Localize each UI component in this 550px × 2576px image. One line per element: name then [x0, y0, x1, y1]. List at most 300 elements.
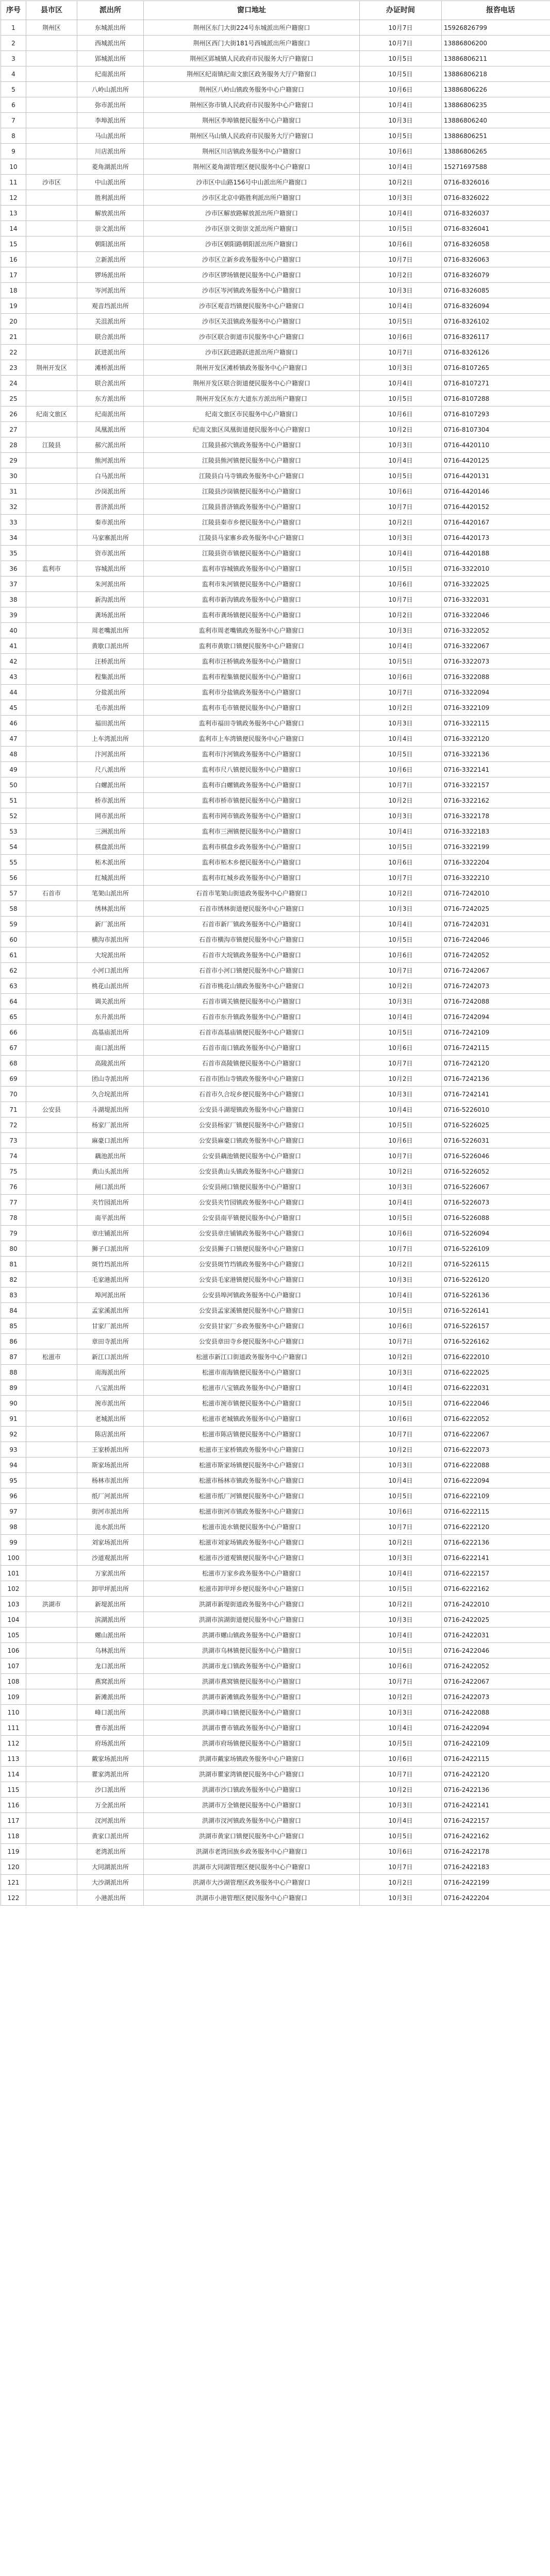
cell-station: 孟家溪派出所	[77, 1303, 144, 1318]
cell-station: 观音垱派出所	[77, 298, 144, 314]
cell-county	[26, 82, 77, 97]
cell-station: 大同湖派出所	[77, 1859, 144, 1875]
cell-index: 99	[1, 1535, 26, 1550]
cell-address: 石首市久合垸乡便民服务中心户籍窗口	[144, 1087, 360, 1102]
cell-time: 10月5日	[360, 1581, 442, 1597]
cell-time: 10月5日	[360, 839, 442, 855]
cell-time: 10月7日	[360, 20, 442, 36]
cell-address: 松滋市八宝镇政务服务中心户籍窗口	[144, 1380, 360, 1396]
cell-phone: 0716-5226120	[442, 1272, 550, 1287]
cell-phone: 13886806265	[442, 144, 550, 159]
cell-address: 沙市区立新乡政务服务中心户籍窗口	[144, 252, 360, 267]
table-row	[1, 66, 550, 82]
cell-station: 刘家场派出所	[77, 1535, 144, 1550]
cell-phone: 0716-6222052	[442, 1411, 550, 1427]
cell-county	[26, 1133, 77, 1148]
cell-time: 10月6日	[360, 484, 442, 499]
cell-index: 19	[1, 298, 26, 314]
cell-station: 沙口派出所	[77, 1782, 144, 1798]
cell-county	[26, 1535, 77, 1550]
cell-county	[26, 221, 77, 236]
cell-address: 监利市上车湾镇便民服务中心户籍窗口	[144, 731, 360, 747]
cell-address: 沙市区岑河镇政务服务中心户籍窗口	[144, 283, 360, 298]
table-row	[1, 252, 550, 267]
cell-station: 马家寨派出所	[77, 530, 144, 546]
cell-time: 10月3日	[360, 1458, 442, 1473]
cell-time: 10月4日	[360, 1195, 442, 1210]
cell-station: 郝穴派出所	[77, 437, 144, 453]
cell-index: 82	[1, 1272, 26, 1287]
cell-station: 普济派出所	[77, 499, 144, 515]
cell-time: 10月2日	[360, 607, 442, 623]
cell-phone: 0716-6222031	[442, 1380, 550, 1396]
table-row	[1, 97, 550, 113]
cell-index: 57	[1, 886, 26, 901]
cell-address: 石首市桃花山镇政务服务中心户籍窗口	[144, 978, 360, 994]
cell-address: 监利市容城镇政务服务中心户籍窗口	[144, 561, 360, 577]
cell-county	[26, 1272, 77, 1287]
cell-station: 老城派出所	[77, 1411, 144, 1427]
table-body	[1, 20, 550, 1906]
cell-address: 洪湖市大沙湖管理区政务服务中心户籍窗口	[144, 1875, 360, 1890]
cell-index: 63	[1, 978, 26, 994]
cell-county	[26, 1025, 77, 1040]
cell-address: 公安县斑竹垱镇政务服务中心户籍窗口	[144, 1257, 360, 1272]
cell-time: 10月5日	[360, 314, 442, 329]
cell-address: 松滋市杨林市镇政务服务中心户籍窗口	[144, 1473, 360, 1488]
cell-station: 尺八派出所	[77, 762, 144, 777]
cell-county	[26, 1210, 77, 1226]
cell-phone: 0716-2422052	[442, 1658, 550, 1674]
cell-phone: 0716-3322141	[442, 762, 550, 777]
cell-index: 34	[1, 530, 26, 546]
cell-phone: 13886806235	[442, 97, 550, 113]
cell-address: 洪湖市大同湖管理区便民服务中心户籍窗口	[144, 1859, 360, 1875]
cell-station: 福田派出所	[77, 716, 144, 731]
cell-address: 公安县孟家溪镇便民服务中心户籍窗口	[144, 1303, 360, 1318]
cell-phone: 0716-2422162	[442, 1828, 550, 1844]
cell-time: 10月3日	[360, 437, 442, 453]
cell-address: 松滋市纸厂河镇便民服务中心户籍窗口	[144, 1488, 360, 1504]
cell-index: 80	[1, 1241, 26, 1257]
cell-county	[26, 51, 77, 66]
cell-address: 沙市区朝阳路朝阳派出所户籍窗口	[144, 236, 360, 252]
cell-index: 81	[1, 1257, 26, 1272]
header-county: 县市区	[26, 1, 77, 20]
cell-index: 18	[1, 283, 26, 298]
cell-index: 11	[1, 175, 26, 190]
cell-station: 岑河派出所	[77, 283, 144, 298]
cell-time: 10月7日	[360, 1767, 442, 1782]
cell-time: 10月4日	[360, 1720, 442, 1736]
cell-phone: 0716-6222010	[442, 1349, 550, 1365]
table-row	[1, 283, 550, 298]
cell-index: 106	[1, 1643, 26, 1658]
table-row	[1, 839, 550, 855]
cell-address: 荆州区西门大街181号西城派出所户籍窗口	[144, 36, 360, 51]
cell-station: 乌林派出所	[77, 1643, 144, 1658]
cell-phone: 0716-8326041	[442, 221, 550, 236]
cell-time: 10月5日	[360, 221, 442, 236]
cell-station: 程集派出所	[77, 669, 144, 685]
cell-phone: 0716-2422046	[442, 1643, 550, 1658]
cell-time: 10月4日	[360, 917, 442, 932]
cell-time: 10月2日	[360, 1442, 442, 1458]
cell-time: 10月4日	[360, 731, 442, 747]
cell-address: 公安县斗湖堤镇政务服务中心户籍窗口	[144, 1102, 360, 1117]
cell-phone: 0716-3322067	[442, 638, 550, 654]
cell-address: 松滋市沙道观镇便民服务中心户籍窗口	[144, 1550, 360, 1566]
cell-time: 10月6日	[360, 1318, 442, 1334]
cell-time: 10月5日	[360, 1303, 442, 1318]
cell-address: 洪湖市府场镇便民服务中心户籍窗口	[144, 1736, 360, 1751]
cell-index: 94	[1, 1458, 26, 1473]
cell-county: 公安县	[26, 1102, 77, 1117]
cell-index: 53	[1, 824, 26, 839]
cell-index: 66	[1, 1025, 26, 1040]
cell-county	[26, 762, 77, 777]
cell-phone: 0716-2422204	[442, 1890, 550, 1906]
cell-index: 69	[1, 1071, 26, 1087]
table-row	[1, 917, 550, 932]
cell-station: 万全派出所	[77, 1798, 144, 1813]
cell-station: 埠河派出所	[77, 1287, 144, 1303]
cell-time: 10月6日	[360, 669, 442, 685]
cell-county: 荆州开发区	[26, 360, 77, 376]
cell-time: 10月3日	[360, 360, 442, 376]
cell-station: 容城派出所	[77, 561, 144, 577]
cell-address: 洪湖市新堤街道政务服务中心户籍窗口	[144, 1597, 360, 1612]
cell-county: 石首市	[26, 886, 77, 901]
cell-time: 10月7日	[360, 777, 442, 793]
table-row	[1, 406, 550, 422]
cell-station: 跃进派出所	[77, 345, 144, 360]
cell-address: 松滋市斯家场镇便民服务中心户籍窗口	[144, 1458, 360, 1473]
cell-county	[26, 1195, 77, 1210]
table-row	[1, 360, 550, 376]
table-row	[1, 453, 550, 468]
cell-station: 燕窝派出所	[77, 1674, 144, 1689]
cell-address: 公安县藕池镇便民服务中心户籍窗口	[144, 1148, 360, 1164]
cell-address: 石首市南口镇政务服务中心户籍窗口	[144, 1040, 360, 1056]
cell-time: 10月4日	[360, 206, 442, 221]
cell-phone: 0716-2422067	[442, 1674, 550, 1689]
cell-time: 10月5日	[360, 1117, 442, 1133]
cell-time: 10月7日	[360, 252, 442, 267]
cell-address: 公安县毛家港镇便民服务中心户籍窗口	[144, 1272, 360, 1287]
table-row	[1, 206, 550, 221]
cell-index: 65	[1, 1009, 26, 1025]
cell-county	[26, 1226, 77, 1241]
cell-phone: 0716-2422183	[442, 1859, 550, 1875]
cell-index: 42	[1, 654, 26, 669]
table-row	[1, 1133, 550, 1148]
cell-index: 64	[1, 994, 26, 1009]
header-time: 办证时间	[360, 1, 442, 20]
cell-station: 立新派出所	[77, 252, 144, 267]
cell-index: 107	[1, 1658, 26, 1674]
table-row	[1, 376, 550, 391]
cell-time: 10月3日	[360, 1798, 442, 1813]
table-row	[1, 607, 550, 623]
cell-phone: 0716-7242046	[442, 932, 550, 947]
cell-index: 61	[1, 947, 26, 963]
cell-time: 10月7日	[360, 1148, 442, 1164]
cell-phone: 0716-6222094	[442, 1473, 550, 1488]
cell-county	[26, 669, 77, 685]
cell-index: 77	[1, 1195, 26, 1210]
cell-county	[26, 1396, 77, 1411]
cell-phone: 0716-7242141	[442, 1087, 550, 1102]
cell-station: 三洲派出所	[77, 824, 144, 839]
cell-index: 116	[1, 1798, 26, 1813]
cell-index: 38	[1, 592, 26, 607]
table-row	[1, 1040, 550, 1056]
cell-phone: 0716-4420131	[442, 468, 550, 484]
table-row	[1, 1581, 550, 1597]
cell-time: 10月4日	[360, 97, 442, 113]
cell-index: 97	[1, 1504, 26, 1519]
cell-time: 10月5日	[360, 1025, 442, 1040]
cell-address: 洪湖市小港管理区便民服务中心户籍窗口	[144, 1890, 360, 1906]
cell-time: 10月3日	[360, 994, 442, 1009]
cell-phone: 0716-2422109	[442, 1736, 550, 1751]
cell-time: 10月2日	[360, 175, 442, 190]
cell-address: 沙市区锣场镇便民服务中心户籍窗口	[144, 267, 360, 283]
cell-index: 31	[1, 484, 26, 499]
cell-index: 87	[1, 1349, 26, 1365]
table-header-row	[1, 1, 550, 20]
cell-phone: 0716-3322120	[442, 731, 550, 747]
cell-time: 10月5日	[360, 1828, 442, 1844]
cell-address: 荆州区李埠镇便民服务中心户籍窗口	[144, 113, 360, 128]
cell-station: 朝阳派出所	[77, 236, 144, 252]
cell-address: 松滋市老城镇政务服务中心户籍窗口	[144, 1411, 360, 1427]
cell-phone: 0716-5226109	[442, 1241, 550, 1257]
table-row	[1, 422, 550, 437]
cell-county	[26, 1875, 77, 1890]
cell-phone: 0716-3322199	[442, 839, 550, 855]
cell-index: 22	[1, 345, 26, 360]
cell-phone: 0716-8107304	[442, 422, 550, 437]
cell-county	[26, 453, 77, 468]
cell-county	[26, 1658, 77, 1674]
cell-station: 朱河派出所	[77, 577, 144, 592]
cell-index: 44	[1, 685, 26, 700]
table-row	[1, 1689, 550, 1705]
cell-county	[26, 1736, 77, 1751]
cell-time: 10月7日	[360, 1519, 442, 1535]
cell-county: 监利市	[26, 561, 77, 577]
cell-address: 荆州开发区滩桥镇政务服务中心户籍窗口	[144, 360, 360, 376]
cell-phone: 0716-8107288	[442, 391, 550, 406]
cell-station: 新滩派出所	[77, 1689, 144, 1705]
cell-county	[26, 267, 77, 283]
cell-address: 纪南文旅区凤凰街道便民服务中心户籍窗口	[144, 422, 360, 437]
cell-address: 纪南文旅区市民服务中心户籍窗口	[144, 406, 360, 422]
table-row	[1, 128, 550, 144]
cell-station: 卸甲坪派出所	[77, 1581, 144, 1597]
table-row	[1, 963, 550, 978]
cell-time: 10月4日	[360, 1566, 442, 1581]
cell-phone: 0716-5226162	[442, 1334, 550, 1349]
cell-county	[26, 901, 77, 917]
cell-index: 103	[1, 1597, 26, 1612]
cell-county	[26, 1117, 77, 1133]
table-row	[1, 1226, 550, 1241]
cell-time: 10月2日	[360, 793, 442, 808]
cell-index: 48	[1, 747, 26, 762]
cell-phone: 0716-4420110	[442, 437, 550, 453]
cell-phone: 13886806226	[442, 82, 550, 97]
cell-address: 公安县章田寺乡便民服务中心户籍窗口	[144, 1334, 360, 1349]
table-row	[1, 1535, 550, 1550]
cell-county	[26, 747, 77, 762]
cell-time: 10月3日	[360, 190, 442, 206]
table-row	[1, 546, 550, 561]
cell-time: 10月7日	[360, 1674, 442, 1689]
cell-index: 96	[1, 1488, 26, 1504]
cell-county	[26, 484, 77, 499]
cell-station: 调关派出所	[77, 994, 144, 1009]
table-row	[1, 1705, 550, 1720]
table-row	[1, 669, 550, 685]
table-row	[1, 1148, 550, 1164]
table-row	[1, 1396, 550, 1411]
cell-station: 红城派出所	[77, 870, 144, 886]
cell-index: 70	[1, 1087, 26, 1102]
cell-time: 10月3日	[360, 623, 442, 638]
table-row	[1, 1782, 550, 1798]
cell-phone: 0716-6222067	[442, 1427, 550, 1442]
cell-county	[26, 808, 77, 824]
table-row	[1, 1519, 550, 1535]
cell-time: 10月6日	[360, 1133, 442, 1148]
cell-county	[26, 1303, 77, 1318]
cell-phone: 0716-6222088	[442, 1458, 550, 1473]
cell-index: 95	[1, 1473, 26, 1488]
cell-address: 石首市横沟市镇便民服务中心户籍窗口	[144, 932, 360, 947]
cell-phone: 0716-2422088	[442, 1705, 550, 1720]
cell-address: 洪湖市螺山镇政务服务中心户籍窗口	[144, 1628, 360, 1643]
cell-phone: 0716-3322204	[442, 855, 550, 870]
cell-time: 10月2日	[360, 1782, 442, 1798]
cell-station: 高基庙派出所	[77, 1025, 144, 1040]
cell-time: 10月5日	[360, 1210, 442, 1226]
cell-station: 白螺派出所	[77, 777, 144, 793]
cell-station: 中山派出所	[77, 175, 144, 190]
cell-address: 石首市小河口镇便民服务中心户籍窗口	[144, 963, 360, 978]
cell-county	[26, 1705, 77, 1720]
cell-station: 联合派出所	[77, 376, 144, 391]
cell-address: 洪湖市滨湖街道便民服务中心户籍窗口	[144, 1612, 360, 1628]
cell-county	[26, 793, 77, 808]
cell-county	[26, 607, 77, 623]
cell-phone: 13886806218	[442, 66, 550, 82]
cell-address: 江陵县资市镇便民服务中心户籍窗口	[144, 546, 360, 561]
cell-county	[26, 1179, 77, 1195]
table-row	[1, 654, 550, 669]
cell-time: 10月3日	[360, 1365, 442, 1380]
cell-phone: 0716-3322178	[442, 808, 550, 824]
cell-phone: 0716-3322210	[442, 870, 550, 886]
cell-phone: 0716-4420173	[442, 530, 550, 546]
cell-county	[26, 1890, 77, 1906]
cell-station: 东方派出所	[77, 391, 144, 406]
cell-address: 监利市网市镇政务服务中心户籍窗口	[144, 808, 360, 824]
table-row	[1, 437, 550, 453]
cell-time: 10月6日	[360, 577, 442, 592]
cell-phone: 0716-2422136	[442, 1782, 550, 1798]
cell-county	[26, 654, 77, 669]
cell-phone: 0716-7242052	[442, 947, 550, 963]
cell-time: 10月4日	[360, 1813, 442, 1828]
cell-index: 47	[1, 731, 26, 747]
cell-index: 58	[1, 901, 26, 917]
cell-time: 10月3日	[360, 1612, 442, 1628]
cell-station: 闸口派出所	[77, 1179, 144, 1195]
table-row	[1, 1504, 550, 1519]
cell-index: 108	[1, 1674, 26, 1689]
cell-station: 小河口派出所	[77, 963, 144, 978]
cell-address: 石首市绣林街道便民服务中心户籍窗口	[144, 901, 360, 917]
cell-index: 40	[1, 623, 26, 638]
table-row	[1, 113, 550, 128]
cell-station: 秦市派出所	[77, 515, 144, 530]
cell-time: 10月5日	[360, 391, 442, 406]
cell-address: 监利市新沟镇政务服务中心户籍窗口	[144, 592, 360, 607]
table-row	[1, 515, 550, 530]
cell-index: 114	[1, 1767, 26, 1782]
cell-time: 10月4日	[360, 1009, 442, 1025]
table-row	[1, 1628, 550, 1643]
cell-time: 10月6日	[360, 855, 442, 870]
cell-phone: 0716-8326058	[442, 236, 550, 252]
cell-address: 洪湖市乌林镇便民服务中心户籍窗口	[144, 1643, 360, 1658]
cell-phone: 13886806240	[442, 113, 550, 128]
cell-index: 26	[1, 406, 26, 422]
table-row	[1, 623, 550, 638]
cell-time: 10月6日	[360, 1040, 442, 1056]
cell-index: 56	[1, 870, 26, 886]
cell-phone: 0716-2422141	[442, 1798, 550, 1813]
cell-county	[26, 623, 77, 638]
cell-index: 37	[1, 577, 26, 592]
table-row	[1, 1612, 550, 1628]
cell-address: 荆州开发区东方大道东方派出所户籍窗口	[144, 391, 360, 406]
cell-address: 松滋市街河市镇政务服务中心户籍窗口	[144, 1504, 360, 1519]
cell-station: 八岭山派出所	[77, 82, 144, 97]
cell-phone: 0716-2422178	[442, 1844, 550, 1859]
cell-phone: 0716-8326016	[442, 175, 550, 190]
cell-time: 10月6日	[360, 1751, 442, 1767]
cell-county	[26, 963, 77, 978]
cell-address: 荆州区纪南镇纪南文旅区政务服务大厅户籍窗口	[144, 66, 360, 82]
cell-address: 监利市柘木乡便民服务中心户籍窗口	[144, 855, 360, 870]
cell-county	[26, 947, 77, 963]
cell-address: 荆州区马山镇人民政府市民服务大厅户籍窗口	[144, 128, 360, 144]
cell-time: 10月5日	[360, 1736, 442, 1751]
cell-county	[26, 314, 77, 329]
cell-county	[26, 855, 77, 870]
cell-station: 马山派出所	[77, 128, 144, 144]
cell-time: 10月4日	[360, 1473, 442, 1488]
cell-station: 李埠派出所	[77, 113, 144, 128]
cell-index: 100	[1, 1550, 26, 1566]
table-row	[1, 530, 550, 546]
cell-address: 洪湖市黄家口镇便民服务中心户籍窗口	[144, 1828, 360, 1844]
cell-phone: 0716-7242073	[442, 978, 550, 994]
